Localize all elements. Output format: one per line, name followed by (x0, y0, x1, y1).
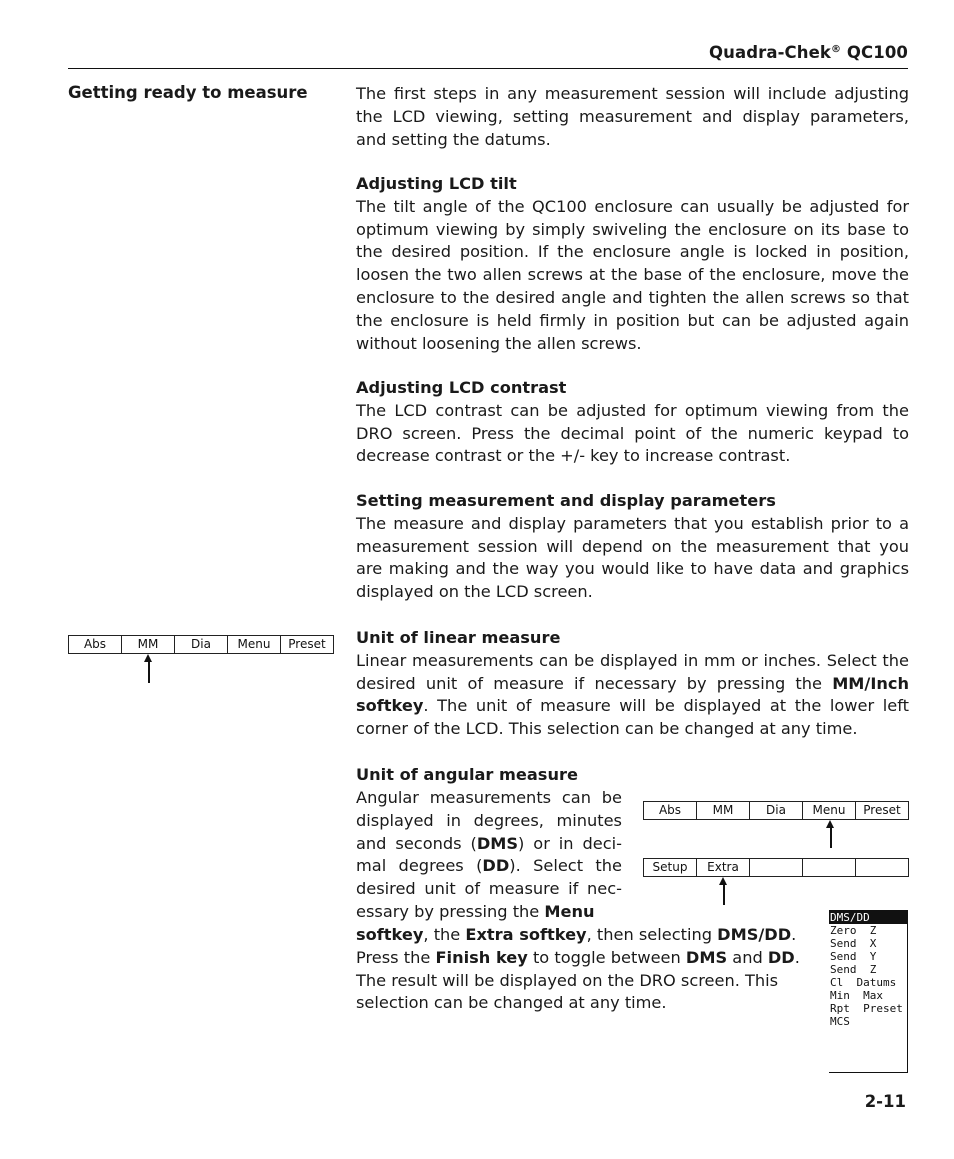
contrast-body: The LCD contrast can be adjusted for optimum viewing from the DRO screen. Press the decimal point of the numeric keypad to decrease contrast or the +/- key to increase contrast. (356, 400, 909, 466)
softkey-dia[interactable]: Dia (749, 802, 802, 819)
contrast-heading: Adjusting LCD contrast (356, 378, 567, 397)
angular-body-narrow: Angular measurements can be displayed in degrees, minutes and seconds (DMS) or in deci-mal degrees (DD). Select the desired unit of measure if nec-essary by pressing the Menu (356, 788, 622, 921)
intro-paragraph: The first steps in any measurement session will include adjusting the LCD viewing, setting measurement and display parameters, and setting the datums. (356, 84, 909, 149)
arrow-up-icon (148, 661, 150, 683)
menu-item-min-max[interactable]: Min Max (830, 989, 883, 1002)
side-heading: Getting ready to measure (68, 83, 308, 102)
angular-heading-wrap (356, 764, 909, 787)
params-heading: Setting measurement and display parameters (356, 491, 776, 510)
softkey-menu[interactable]: Menu (227, 636, 280, 653)
softkey-mm[interactable]: MM (696, 802, 749, 819)
softkey-abs[interactable]: Abs (83, 637, 107, 651)
softkey-blank[interactable] (749, 859, 802, 876)
contrast-section (356, 377, 909, 468)
header-rule (68, 68, 908, 69)
linear-body: Linear measurements can be displayed in mm or inches. Select the desired unit of measure if necessary by pressing the MM/Inch softkey. The unit of measure will be displayed at the lower left corner of the LCD. This selection can be changed at any time. (356, 650, 909, 739)
menu-item-send-z[interactable]: Send Z (830, 963, 877, 976)
angular-body-wide: softkey, the Extra softkey, then selecting DMS/DD. Press the Finish key to toggle between DMS and DD. The result will be displayed on the DRO screen. This selection can be changed at any time. (356, 925, 800, 1013)
menu-item-dms-dd[interactable]: DMS/DD (829, 911, 907, 924)
softkey-setup[interactable]: Setup (652, 860, 688, 874)
running-header: Quadra-Chek® QC100 (708, 43, 908, 62)
arrow-up-icon (723, 884, 725, 905)
linear-section (356, 627, 909, 741)
softkey-bar-setup (643, 858, 909, 877)
menu-item-send-x[interactable]: Send X (830, 937, 877, 950)
softkey-dia[interactable]: Dia (174, 636, 227, 653)
tilt-section (356, 173, 909, 355)
softkey-abs[interactable]: Abs (658, 803, 682, 817)
softkey-bar-main (68, 635, 334, 654)
softkey-mm[interactable]: MM (121, 636, 174, 653)
softkey-preset[interactable]: Preset (855, 802, 908, 819)
params-section (356, 490, 909, 604)
page-number: 2-11 (864, 1092, 906, 1111)
tilt-body: The tilt angle of the QC100 enclosure can usually be adjusted for optimum viewing by simply swiveling the enclosure on its base to the desired position. If the enclosure angle is locked in position, loosen the two allen screws at the base of the enclosure, move the enclosure to the desired angle and tighten the allen screws so that the enclosure is held firmly in position but can be adjusted again without loosening the allen screws. (356, 196, 909, 353)
softkey-bar-main-2 (643, 801, 909, 820)
params-body: The measure and display parameters that you establish prior to a measurement session will depend on the measurement that you are making and the way you would like to have data and graphics displayed on the LCD screen. (356, 513, 909, 602)
menu-item-cl-datums[interactable]: Cl Datums (830, 976, 897, 989)
menu-item-mcs[interactable]: MCS (830, 1015, 850, 1028)
lcd-extra-menu (829, 910, 908, 1073)
softkey-menu[interactable]: Menu (802, 802, 855, 819)
arrow-up-icon (830, 827, 832, 848)
linear-heading: Unit of linear measure (356, 628, 561, 647)
softkey-blank[interactable] (855, 859, 908, 876)
softkey-extra[interactable]: Extra (696, 859, 749, 876)
menu-item-rpt-preset[interactable]: Rpt Preset (830, 1002, 903, 1015)
menu-item-zero-z[interactable]: Zero Z (830, 924, 877, 937)
tilt-heading: Adjusting LCD tilt (356, 174, 517, 193)
softkey-preset[interactable]: Preset (280, 636, 333, 653)
menu-item-send-y[interactable]: Send Y (830, 950, 877, 963)
angular-heading: Unit of angular measure (356, 765, 578, 784)
softkey-blank[interactable] (802, 859, 855, 876)
